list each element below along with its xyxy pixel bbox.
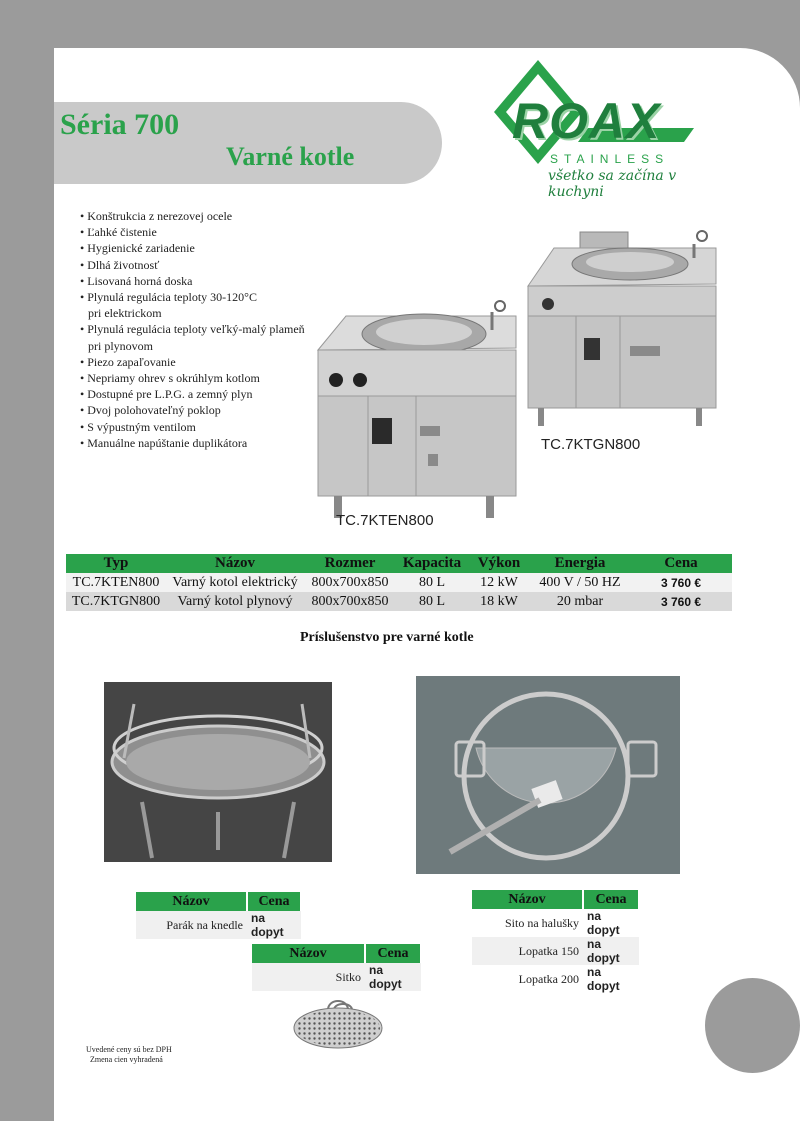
feature-item: • Dlhá životnosť: [80, 257, 330, 273]
price-cell: na dopyt: [247, 911, 301, 939]
feature-item: • Lisovaná horná doska: [80, 273, 330, 289]
table-cell: 800x700x850: [304, 592, 396, 611]
mini-header-cell: Cena: [583, 890, 639, 909]
feature-item: • Hygienické zariadenie: [80, 240, 330, 256]
price-cell: na dopyt: [587, 965, 620, 993]
feature-item: • Dvoj polohovateľný poklop: [80, 402, 330, 418]
table-cell: 400 V / 50 HZ: [530, 573, 630, 592]
price-cell: na dopyt: [587, 909, 620, 937]
table-cell: TC.7KTGN800: [66, 592, 166, 611]
footnote-line: Uvedené ceny sú bez DPH: [86, 1045, 172, 1054]
table-cell: Parák na knedle: [136, 911, 247, 939]
table-cell: TC.7KTEN800: [66, 573, 166, 592]
table-cell: 800x700x850: [304, 573, 396, 592]
table-cell: Varný kotol plynový: [166, 592, 304, 611]
price-cell: 3 760 €: [630, 592, 732, 611]
spec-header-cell: Výkon: [468, 554, 530, 573]
table-row: [472, 965, 639, 993]
table-cell: 20 mbar: [530, 592, 630, 611]
spec-header-row: [66, 554, 732, 573]
footnote-line: Zmena cien vyhradená: [90, 1055, 163, 1064]
corner-decoration: [705, 978, 800, 1073]
feature-item: pri elektrickom: [88, 306, 162, 321]
feature-item: • Dostupné pre L.P.G. a zemný plyn: [80, 386, 330, 402]
mini-header-cell: Názov: [472, 890, 583, 909]
gas-kettle-image: [526, 226, 720, 430]
table-cell: 18 kW: [468, 592, 530, 611]
page-subtitle: Varné kotle: [226, 142, 355, 171]
accessory-table-steamer: [136, 892, 302, 939]
spec-header-cell: Rozmer: [304, 554, 396, 573]
accessories-title: Príslušenstvo pre varné kotle: [300, 630, 474, 645]
dumpling-steamer-photo: [104, 682, 332, 862]
dumpling-sieve-photo: [416, 676, 680, 874]
series-title: Séria 700: [60, 108, 180, 141]
electric-kettle-caption: TC.7KTEN800: [336, 512, 434, 529]
table-cell: 12 kW: [468, 573, 530, 592]
spec-header-cell: Typ: [66, 554, 166, 573]
table-cell: 80 L: [396, 573, 468, 592]
price-cell: na dopyt: [365, 963, 421, 991]
spec-header-cell: Názov: [166, 554, 304, 573]
table-row: [252, 963, 421, 991]
table-cell: Sitko: [252, 963, 365, 991]
logo-tagline: všetko sa začína v kuchyni: [548, 168, 677, 200]
feature-item: • Nepriamy ohrev s okrúhlym kotlom: [80, 370, 330, 386]
table-row: [472, 909, 639, 937]
table-row: [66, 592, 732, 611]
feature-item: • Ľahké čistenie: [80, 224, 330, 240]
feature-item: • S výpustným ventilom: [80, 419, 330, 435]
logo-stainless: STAINLESS: [550, 152, 670, 166]
feature-item: • Manuálne napúštanie duplikátora: [80, 435, 330, 451]
electric-kettle-image: [316, 298, 520, 522]
table-cell: Lopatka 200: [518, 971, 579, 986]
gas-kettle-caption: TC.7KTGN800: [541, 436, 641, 453]
table-cell: Lopatka 150: [472, 937, 583, 965]
spec-header-cell: Energia: [530, 554, 630, 573]
roax-logo: [488, 56, 728, 200]
table-row: [472, 937, 639, 965]
feature-item: • Plynulá regulácia teploty 30-120°C: [80, 289, 330, 305]
price-cell: 3 760 €: [630, 573, 732, 592]
accessory-table-sitko: [252, 944, 422, 991]
feature-item: pri plynovom: [88, 338, 153, 353]
accessory-table-sieve: [472, 890, 640, 993]
mini-header-cell: Názov: [252, 944, 365, 963]
table-row: [66, 573, 732, 592]
footnote: [86, 1045, 172, 1065]
spec-header-cell: Kapacita: [396, 554, 468, 573]
table-cell: Varný kotol elektrický: [166, 573, 304, 592]
mini-header-cell: Cena: [247, 892, 301, 911]
feature-list: [80, 208, 330, 451]
table-cell: Sito na halušky: [505, 915, 579, 930]
logo-brand: ROAX: [512, 93, 661, 149]
table-row: [136, 911, 301, 939]
spec-table: [66, 554, 732, 611]
price-cell: na dopyt: [583, 937, 639, 965]
table-cell: 80 L: [396, 592, 468, 611]
small-sieve-image: [292, 996, 384, 1052]
spec-header-cell: Cena: [630, 554, 732, 573]
mini-header-cell: Cena: [365, 944, 421, 963]
mini-header-cell: Názov: [136, 892, 247, 911]
feature-item: • Piezo zapaľovanie: [80, 354, 330, 370]
feature-item: • Plynulá regulácia teploty veľký-malý plameň: [80, 321, 330, 337]
feature-item: • Konštrukcia z nerezovej ocele: [80, 208, 330, 224]
